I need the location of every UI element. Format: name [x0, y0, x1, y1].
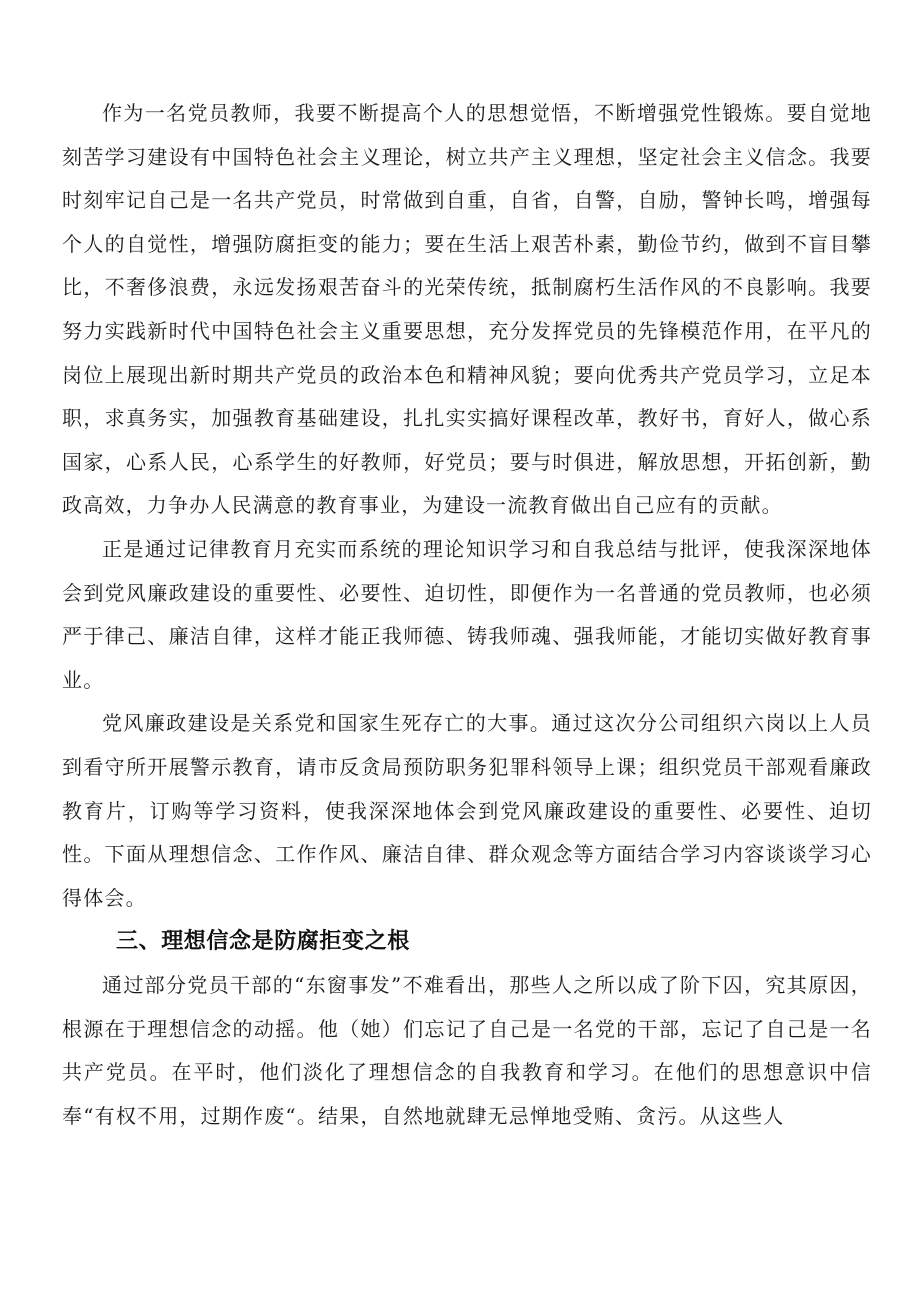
paragraph-4: 通过部分党员干部的“东窗事发”不难看出，那些人之所以成了阶下囚，究其原因，根源在于理想信念的动摇。他（她）们忘记了自己是一名党的干部，忘记了自己是一名共产党员。在平时，他们淡化了理想信念的自我教育和学习。在他们的思想意识中信奉“有权不用，过期作废“。结果，自然地就肆无忌惮地受贿、贪污。从这些人	[62, 973, 872, 1129]
paragraph-3: 党风廉政建设是关系党和国家生死存亡的大事。通过这次分公司组织六岗以上人员到看守所开展警示教育，请市反贪局预防职务犯罪科领导上课；组织党员干部观看廉政教育片，订购等学习资料，使我深深地体会到党风廉政建设的重要性、必要性、迫切性。下面从理想信念、工作作风、廉洁自律、群众观念等方面结合学习内容谈谈学习心得体会。	[62, 711, 872, 910]
section-heading: 三、理想信念是防腐拒变之根	[116, 929, 410, 955]
paragraph-1: 作为一名党员教师，我要不断提高个人的思想觉悟，不断增强党性锻炼。要自觉地刻苦学习建设有中国特色社会主义理论，树立共产主义理想，坚定社会主义信念。我要时刻牢记自己是一名共产党员，时常做到自重，自省，自警，自励，警钟长鸣，增强每个人的自觉性，增强防腐拒变的能力；要在生活上艰苦朴素，勤俭节约，做到不盲目攀比，不奢侈浪费，永远发扬艰苦奋斗的光荣传统，抵制腐朽生活作风的不良影响。我要努力实践新时代中国特色社会主义重要思想，充分发挥党员的先锋模范作用，在平凡的岗位上展现出新时期共产党员的政治本色和精神风貌；要向优秀共产党员学习，立足本职，求真务实，加强教育基础建设，扎扎实实搞好课程改革，教好书，育好人，做心系国家，心系人民，心系学生的好教师，好党员；要与时俱进，解放思想，开拓创新，勤政高效，力争办人民满意的教育事业，为建设一流教育做出自己应有的贡献。	[62, 101, 872, 518]
paragraph-2: 正是通过记律教育月充实而系统的理论知识学习和自我总结与批评，使我深深地体会到党风廉政建设的重要性、必要性、迫切性，即便作为一名普通的党员教师，也必须严于律己、廉洁自律，这样才能正我师德、铸我师魂、强我师能，才能切实做好教育事业。	[62, 536, 872, 692]
